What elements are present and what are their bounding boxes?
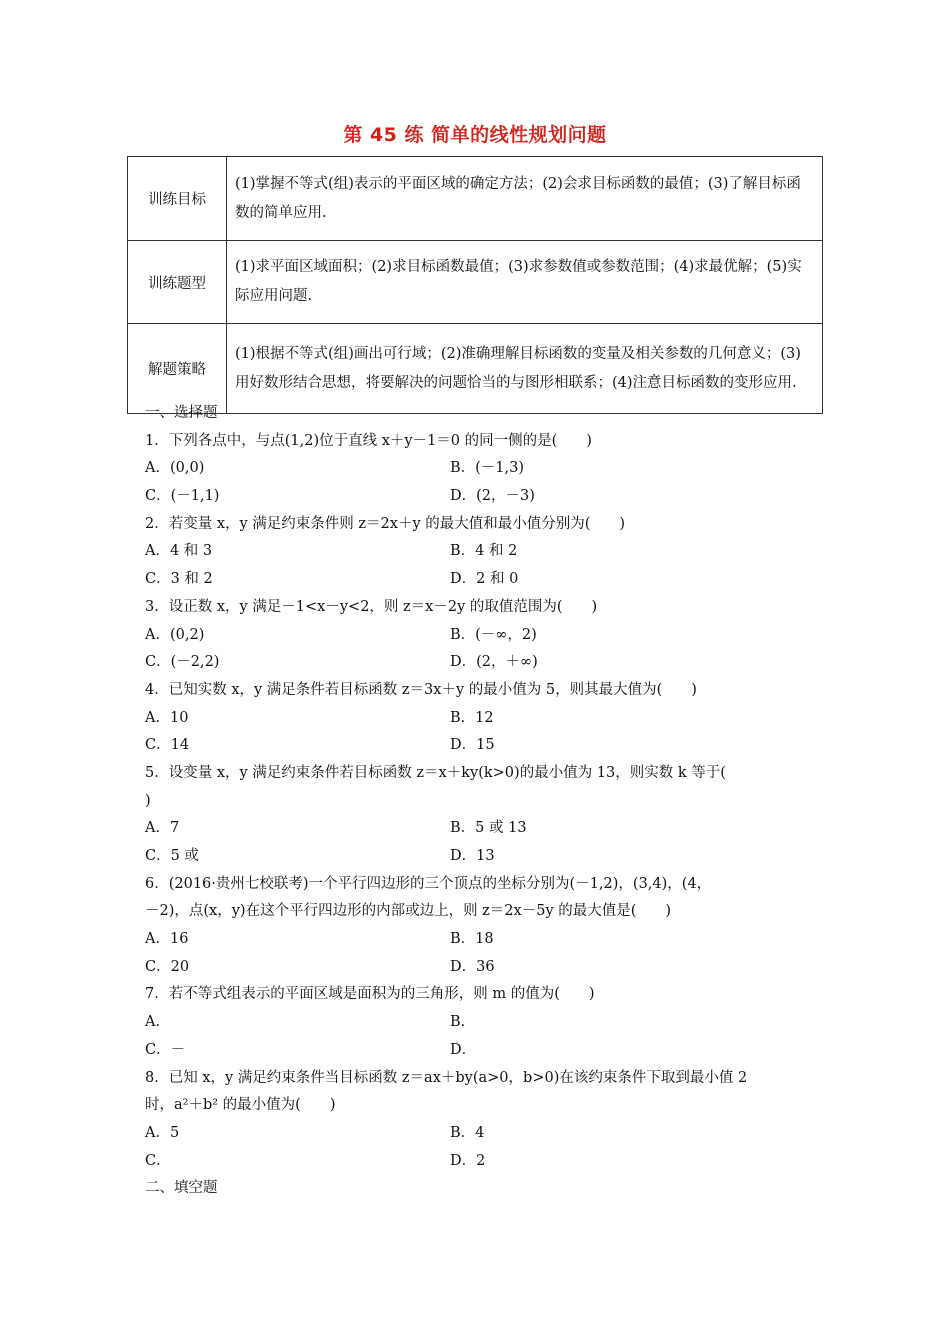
option-d: D．(2，＋∞)	[450, 654, 538, 671]
option-a: A．	[145, 1014, 170, 1031]
option-a: A．16	[145, 931, 189, 948]
option-row	[145, 1120, 825, 1148]
row-content: (1)根据不等式(组)画出可行域；(2)准确理解目标函数的变量及相关参数的几何意义；(3)用好数形结合思想，将要解决的问题恰当的与图形相联系；(4)注意目标函数的变形应用.	[227, 324, 823, 414]
option-row	[145, 483, 825, 511]
option-c: C．(－1,1)	[145, 488, 220, 505]
question-text: 5．设变量 x，y 满足约束条件若目标函数 z＝x＋ky(k>0)的最小值为 13，则实数 k 等于(	[145, 764, 726, 781]
option-row	[145, 705, 825, 733]
row-label: 训练题型	[128, 241, 227, 324]
row-content: (1)掌握不等式(组)表示的平面区域的确定方法；(2)会求目标函数的最值；(3)了解目标函数的简单应用.	[227, 157, 823, 241]
option-b: B．(－1,3)	[450, 460, 525, 477]
option-c: C．－	[145, 1041, 186, 1058]
page-title: 第 45 练 简单的线性规划问题	[343, 124, 607, 146]
section-heading-fill: 二、填空题	[145, 1180, 218, 1197]
option-row	[145, 954, 825, 982]
option-c: C．3 和 2	[145, 571, 213, 588]
option-a: A．5	[145, 1124, 180, 1141]
option-a: A．(0,0)	[145, 460, 205, 477]
option-d: D．2 和 0	[450, 571, 519, 588]
question-text: 6．(2016·贵州七校联考)一个平行四边形的三个顶点的坐标分别为(－1,2)，(3,4)，(4，	[145, 875, 712, 892]
option-row	[145, 815, 825, 843]
question-text: 4．已知实数 x，y 满足条件若目标函数 z＝3x＋y 的最小值为 5，则其最大值为( )	[145, 681, 697, 698]
option-row	[145, 566, 825, 594]
row-label: 解题策略	[128, 324, 227, 414]
section-heading-choice: 一、选择题	[145, 405, 218, 421]
table-row	[128, 241, 823, 324]
option-a: A．7	[145, 820, 180, 837]
option-row	[145, 455, 825, 483]
option-row	[145, 843, 825, 871]
question-text: 8．已知 x，y 满足约束条件当目标函数 z＝ax＋by(a>0，b>0)在该约束条件下取到最小值 2	[145, 1069, 748, 1086]
option-row	[145, 732, 825, 760]
option-d: D．36	[450, 958, 495, 975]
option-b: B．18	[450, 931, 494, 948]
option-row	[145, 538, 825, 566]
option-a: A．10	[145, 709, 189, 726]
question-text-continued: 时，a²＋b² 的最小值为( )	[145, 1097, 336, 1114]
training-info-table	[127, 156, 823, 414]
option-d: D．13	[450, 848, 495, 864]
option-b: B．4	[450, 1124, 485, 1141]
question-text: 1．下列各点中，与点(1,2)位于直线 x＋y－1＝0 的同一侧的是( )	[145, 432, 592, 449]
option-c: C．(－2,2)	[145, 654, 220, 671]
question-text-continued: )	[145, 792, 151, 809]
option-b: B．5 或 13	[450, 820, 527, 837]
question-text: 7．若不等式组表示的平面区域是面积为的三角形，则 m 的值为( )	[145, 986, 595, 1003]
question-text: 3．设正数 x，y 满足－1<x－y<2，则 z＝x－2y 的取值范围为( )	[145, 598, 598, 615]
table-row	[128, 157, 823, 241]
option-b: B．4 和 2	[450, 543, 518, 560]
question-text: 2．若变量 x，y 满足约束条件则 z＝2x＋y 的最大值和最小值分别为( )	[145, 515, 626, 532]
option-c: C．	[145, 1152, 171, 1169]
option-row	[145, 622, 825, 650]
option-row	[145, 1037, 825, 1065]
question-list	[145, 400, 825, 1203]
option-c: C．20	[145, 958, 190, 975]
row-label: 训练目标	[128, 157, 227, 241]
option-row	[145, 1009, 825, 1037]
option-c: C．14	[145, 737, 190, 754]
option-a: A．(0,2)	[145, 626, 205, 643]
option-b: B．(－∞，2)	[450, 626, 537, 643]
option-row	[145, 1148, 825, 1176]
option-d: D．15	[450, 737, 495, 754]
option-d: D．(2，－3)	[450, 488, 535, 505]
question-text-continued: －2)，点(x，y)在这个平行四边形的内部或边上，则 z＝2x－5y 的最大值是( )	[145, 903, 672, 920]
option-b: B．	[450, 1014, 476, 1031]
option-row	[145, 926, 825, 954]
option-d: D．	[450, 1041, 477, 1058]
option-c: C．5 或	[145, 848, 199, 864]
option-a: A．4 和 3	[145, 543, 213, 560]
option-b: B．12	[450, 709, 494, 726]
option-d: D．2	[450, 1152, 486, 1169]
row-content: (1)求平面区域面积；(2)求目标函数最值；(3)求参数值或参数范围；(4)求最优解；(5)实际应用问题.	[227, 241, 823, 324]
option-row	[145, 649, 825, 677]
